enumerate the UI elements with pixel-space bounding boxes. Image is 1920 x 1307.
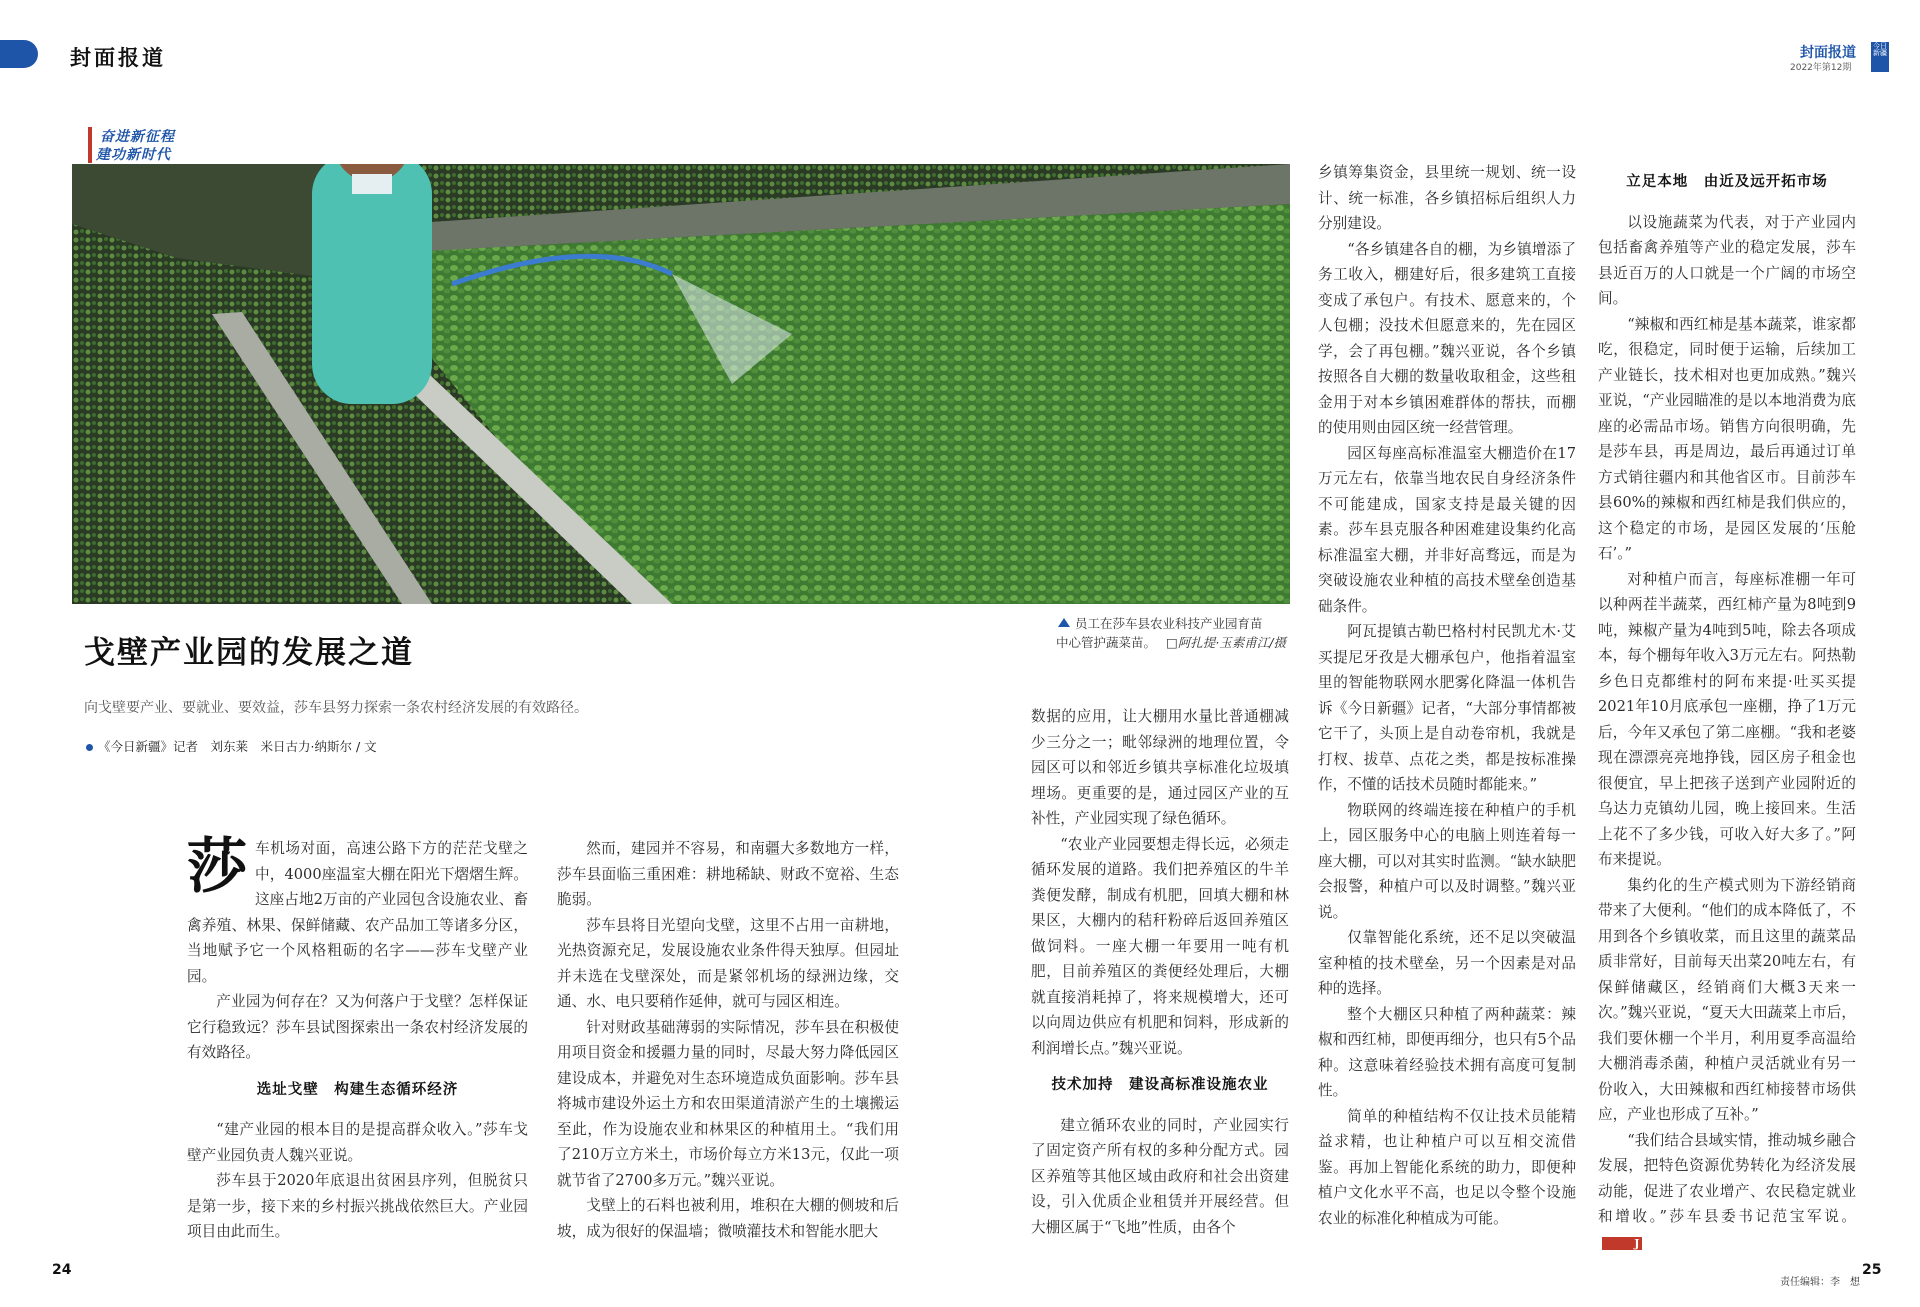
col3-paragraph: “农业产业园要想走得长远，必须走循环发展的道路。我们把养殖区的牛羊粪便发酵，制成有机肥，回填大棚和林果区，大棚内的秸秆粉碎后返回养殖区做饲料。一座大棚一年要用一吨有机肥，目前养殖区的粪便经处理后，大棚就直接消耗掉了，将来规模增大，还可以向周边供应有机肥和饲料，形成新的利润增长点。”魏兴亚说。: [1031, 835, 1289, 1057]
col2-paragraph: 针对财政基础薄弱的实际情况，莎车县在积极使用项目资金和援疆力量的同时，尽最大努力降低园区建设成本，并避免对生态环境造成负面影响。莎车县将城市建设外运土方和农田渠道清淤产生的土壤搬运至此，作为设施农业和林果区的种植用土。“我们用了210万立方米土，市场价每立方米13元，仅此一项就节省了2700多万元。”魏兴亚说。: [557, 1018, 899, 1189]
issue-label: 2022年第12期: [1790, 63, 1852, 73]
col5-paragraph: 集约化的生产模式则为下游经销商带来了大便利。“他们的成本降低了，不用到各个乡镇收菜，而且这里的蔬菜品质非常好，目前每天出菜20吨左右，有保鲜储藏区，经销商们大概3天来一次。”魏兴亚说，“夏天大田蔬菜上市后，我们要休棚一个半月，利用夏季高温给大棚消毒杀菌，种植户灵活就业有另一份收入，大田辣椒和西红柿接替市场供应，产业也形成了互补。”: [1598, 876, 1856, 1123]
dropcap: 莎: [187, 832, 247, 902]
col4-paragraph: 简单的种植结构不仅让技术员能精益求精，也让种植户可以互相交流借鉴。再加上智能化系统的助力，即便种植户文化水平不高，也足以令整个设施农业的标准化种植成为可能。: [1318, 1107, 1576, 1227]
end-mark: J: [1602, 1237, 1642, 1250]
col1-paragraph: 产业园为何存在？又为何落户于戈壁？怎样保证它行稳致远？莎车县试图探索出一条农村经济发展的有效路径。: [187, 993, 528, 1061]
col4-paragraph: “各乡镇建各自的棚，为乡镇增添了务工收入，棚建好后，很多建筑工直接变成了承包户。有技术、愿意来的，个人包棚；没技术但愿意来的，先在园区学，会了再包棚。”魏兴亚说，各个乡镇按照各自大棚的数量收取租金，这些租金用于对本乡镇困难群体的帮扶，而棚的使用则由园区统一经营管理。: [1318, 240, 1576, 436]
column-3: [1031, 704, 1289, 1240]
tagline-line2: 建功新时代: [96, 147, 171, 163]
col4-paragraph: 仅靠智能化系统，还不足以突破温室种植的技术壁垒，另一个因素是对品种的选择。: [1318, 929, 1576, 997]
col4-paragraph: 整个大棚区只种植了两种蔬菜：辣椒和西红柿，即便再细分，也只有5个品种。这意味着经验技术拥有高度可复制性。: [1318, 1005, 1576, 1099]
caption-triangle: [1058, 618, 1070, 627]
col5-paragraph: 对种植户而言，每座标准棚一年可以种两茬半蔬菜，西红柿产量为8吨到9吨，辣椒产量为4吨到5吨，除去各项成本，每个棚每年收入3万元左右。阿热勒乡色日克都维村的阿布来提·吐买买提2021年10月底承包一座棚，挣了1万元后，今年又承包了第二座棚。“我和老婆现在漂漂亮亮地挣钱，园区房子租金也很便宜，早上把孩子送到产业园附近的乌达力克镇幼儿园，晚上接回来。生活上花不了多少钱，可收入好大多了。”阿布来提说。: [1598, 570, 1856, 868]
col4-paragraph: 物联网的终端连接在种植户的手机上，园区服务中心的电脑上则连着每一座大棚，可以对其实时监测。“缺水缺肥会报警，种植户可以及时调整。”魏兴亚说。: [1318, 801, 1576, 921]
col4-paragraph: 阿瓦提镇古勒巴格村村民凯尤木·艾买提尼牙孜是大棚承包户，他指着温室里的智能物联网水肥雾化降温一体机告诉《今日新疆》记者，“大部分事情都被它干了，头顶上是自动卷帘机，我就是打杈、拔草、点花之类，都是按标准操作，不懂的话技术员随时都能来。”: [1318, 623, 1576, 793]
article-subtitle: 向戈壁要产业、要就业、要效益，莎车县努力探索一条农村经济发展的有效路径。: [84, 700, 588, 716]
col5-last-paragraph: “我们结合县域实情，推动城乡融合发展，把特色资源优势转化为经济发展动能，促进了农业增产、农民稳定就业和增收。”莎车县委书记范宝军说。: [1598, 1131, 1856, 1225]
section-heading: 选址戈壁 构建生态循环经济: [256, 1081, 459, 1098]
tagline-bar: [88, 127, 92, 163]
article-title: 戈壁产业园的发展之道: [84, 635, 414, 671]
section-tab-marker: [0, 40, 38, 68]
page-number-left: 24: [52, 1262, 72, 1278]
magazine-logo-text: 今日新疆: [1873, 42, 1887, 57]
col1-paragraph: “建产业园的根本目的是提高群众收入。”莎车戈壁产业园负责人魏兴亚说。: [187, 1121, 528, 1164]
section-heading: 立足本地 由近及远开拓市场: [1626, 174, 1828, 190]
section-heading: 技术加持 建设高标准设施农业: [1051, 1077, 1269, 1093]
column-4: [1318, 160, 1576, 1231]
photo-caption-credit: □阿扎提·玉素甫江/摄: [1166, 635, 1286, 650]
col5-paragraph: [1598, 1128, 1856, 1256]
photo-caption-line1: 员工在莎车县农业科技产业园育苗: [1075, 616, 1263, 631]
greenhouse-illustration: [72, 164, 1290, 604]
photo-caption-line2: 中心管护蔬菜苗。: [1056, 635, 1157, 650]
tagline-line1: 奋进新征程: [100, 129, 175, 145]
editor-credit: 责任编辑：李 想: [1780, 1277, 1860, 1288]
column-2: [557, 836, 899, 1244]
col3-paragraph: 建立循环农业的同时，产业园实行了固定资产所有权的多种分配方式。园区养殖等其他区域由政府和社会出资建设，引入优质企业租赁并开展经营。但大棚区属于“飞地”性质，由各个: [1031, 1116, 1289, 1236]
col1-paragraph: 莎车县于2020年底退出贫困县序列，但脱贫只是第一步，接下来的乡村振兴挑战依然巨大。产业园项目由此而生。: [187, 1172, 528, 1240]
article-byline: 《今日新疆》记者 刘东莱 米日古力·纳斯尔 / 文: [98, 739, 377, 754]
page-number-right: 25: [1862, 1262, 1882, 1278]
col4-paragraph: 乡镇筹集资金，县里统一规划、统一设计、统一标准，各乡镇招标后组织人力分别建设。: [1318, 164, 1576, 232]
greenhouse-photo: [72, 164, 1290, 604]
col2-paragraph: 然而，建园并不容易，和南疆大多数地方一样，莎车县面临三重困难：耕地稀缺、财政不宽裕、生态脆弱。: [557, 840, 899, 908]
col3-paragraph: 数据的应用，让大棚用水量比普通棚减少三分之一；毗邻绿洲的地理位置，令园区可以和邻近乡镇共享标准化垃圾填埋场。更重要的是，通过园区产业的互补性，产业园实现了绿色循环。: [1031, 708, 1289, 827]
magazine-logo: [1871, 42, 1889, 72]
column-1: [187, 832, 528, 1245]
col1-paragraph: 车机场对面，高速公路下方的茫茫戈壁之中，4000座温室大棚在阳光下熠熠生辉。这座占地2万亩的产业园包含设施农业、畜禽养殖、林果、保鲜储藏、农产品加工等诸多分区，当地赋予它一个风格粗砺的名字——莎车戈壁产业园。: [187, 840, 528, 985]
col5-paragraph: 以设施蔬菜为代表，对于产业园内包括畜禽养殖等产业的稳定发展，莎车县近百万的人口就是一个广阔的市场空间。: [1598, 213, 1856, 307]
section-label-right: 封面报道: [1800, 45, 1856, 61]
col2-paragraph: 莎车县将目光望向戈壁，这里不占用一亩耕地，光热资源充足，发展设施农业条件得天独厚。但园址并未选在戈壁深处，而是紧邻机场的绿洲边缘，交通、水、电只要稍作延伸，就可与园区相连。: [557, 916, 899, 1010]
col4-paragraph: 园区每座高标准温室大棚造价在17万元左右，依靠当地农民自身经济条件不可能建成，国家支持是最关键的因素。莎车县克服各种困难建设集约化高标准温室大棚，并非好高骛远，而是为突破设施农业种植的高技术壁垒创造基础条件。: [1318, 444, 1576, 615]
column-5: [1598, 160, 1856, 1255]
section-label-left: 封面报道: [70, 45, 166, 70]
byline-dot: [86, 744, 93, 751]
col2-paragraph: 戈壁上的石料也被利用，堆积在大棚的侧坡和后坡，成为很好的保温墙；微喷灌技术和智能水肥大: [557, 1197, 899, 1240]
col5-paragraph: “辣椒和西红柿是基本蔬菜，谁家都吃，很稳定，同时便于运输，后续加工产业链长，技术相对也更加成熟。”魏兴亚说，“产业园瞄准的是以本地消费为底座的必需品市场。销售方向很明确，先是莎车县，再是周边，最后再通过订单方式销往疆内和其他省区市。目前莎车县60%的辣椒和西红柿是我们供应的，这个稳定的市场，是园区发展的‘压舱石’。”: [1598, 315, 1856, 562]
